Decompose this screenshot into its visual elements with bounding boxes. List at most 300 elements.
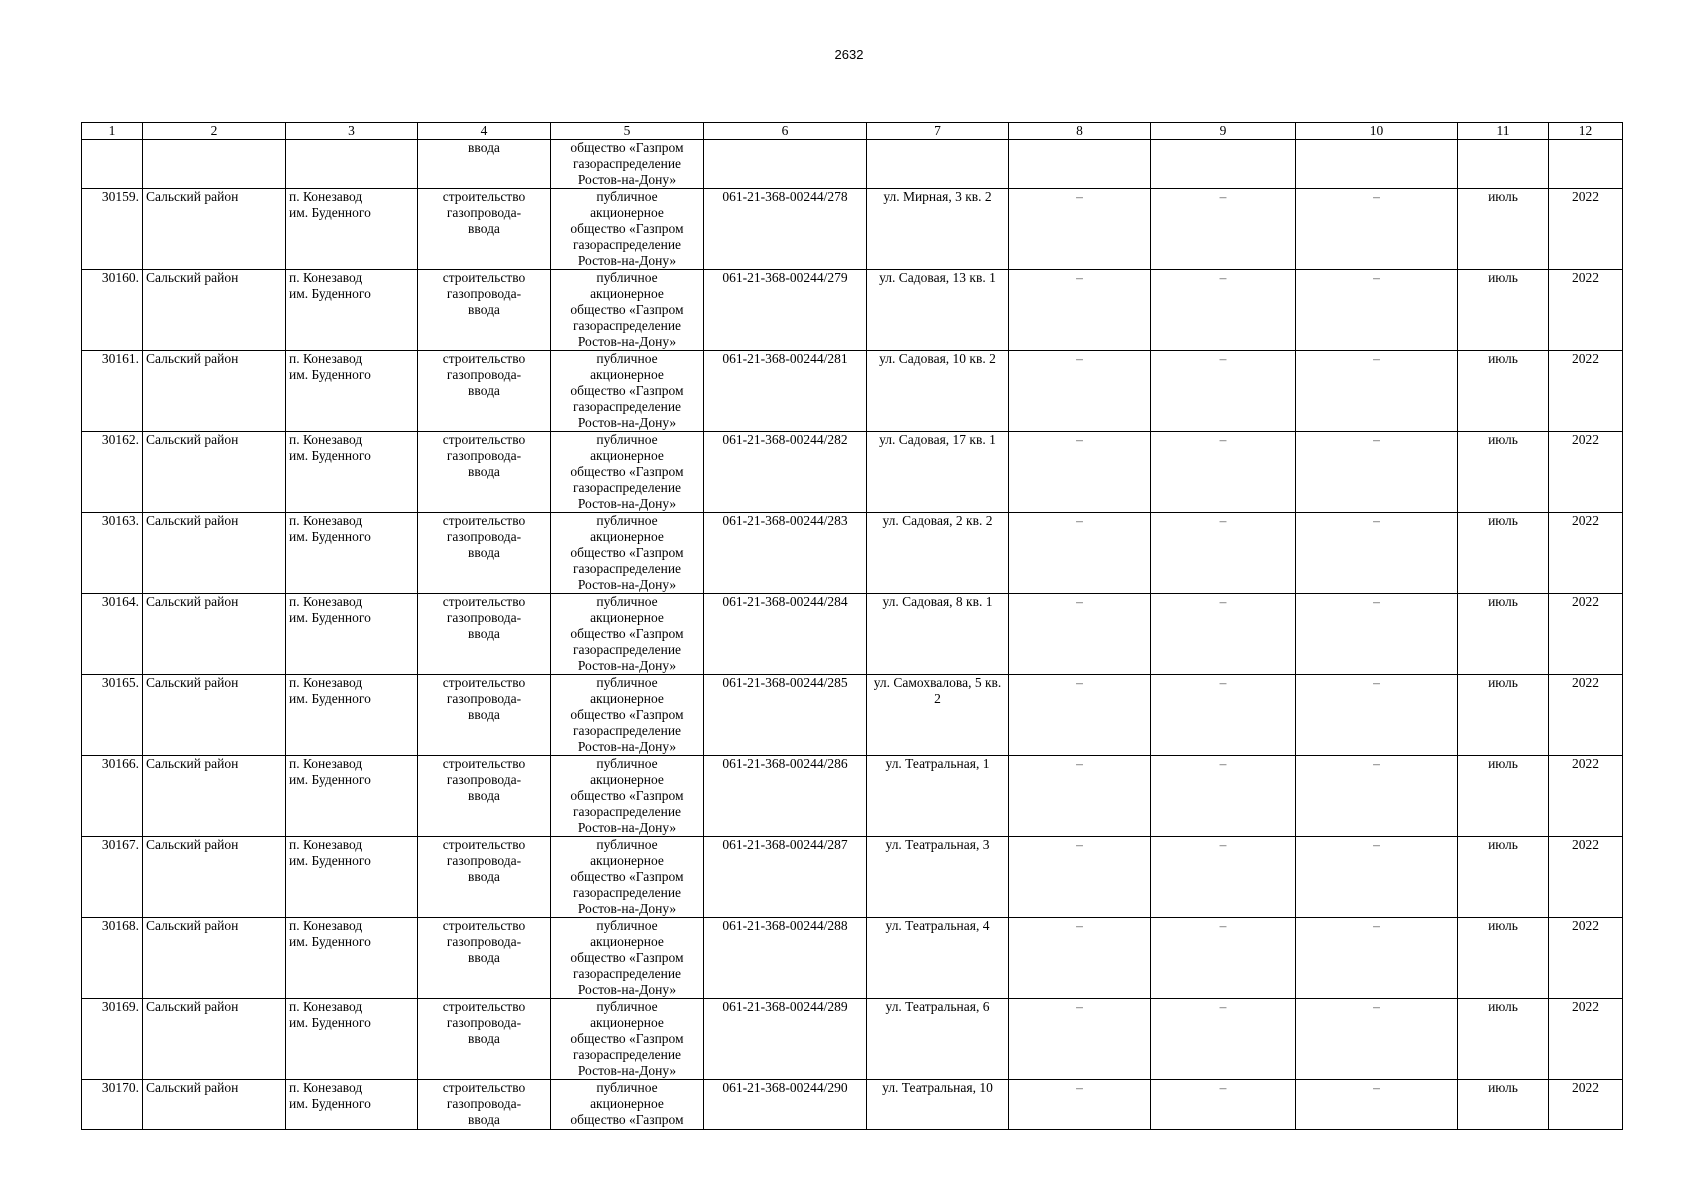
cell-work	[418, 675, 551, 756]
table-row	[82, 675, 1623, 756]
org-line: общество «Газпром	[570, 1112, 684, 1127]
org-line: общество «Газпром	[570, 464, 684, 479]
org-line: газораспределение	[572, 156, 682, 171]
table-row	[82, 999, 1623, 1080]
org-line: общество «Газпром	[570, 545, 684, 560]
org-line: общество «Газпром	[570, 950, 684, 965]
work-line: строительство	[442, 756, 526, 771]
cell-col10: –	[1296, 999, 1458, 1080]
column-header: 3	[286, 123, 418, 140]
org-line: акционерное	[590, 610, 664, 625]
column-header: 2	[143, 123, 286, 140]
work-line: газопровода-	[446, 448, 522, 463]
cell-empty	[286, 140, 418, 189]
cell-col8: –	[1009, 1080, 1151, 1130]
cell-empty	[82, 140, 143, 189]
cell-month: июль	[1458, 270, 1549, 351]
work-line: газопровода-	[446, 934, 522, 949]
work-line: газопровода-	[446, 853, 522, 868]
cell-code: 061-21-368-00244/283	[704, 513, 867, 594]
work-line: строительство	[442, 594, 526, 609]
table-row	[82, 270, 1623, 351]
work-line: ввода	[468, 950, 500, 965]
locality-line: им. Буденного	[289, 1015, 371, 1030]
org-line: газораспределение	[572, 399, 682, 414]
org-line: публичное	[596, 270, 658, 285]
cell-empty	[1151, 140, 1296, 189]
org-line: общество «Газпром	[570, 221, 684, 236]
cell-work	[418, 351, 551, 432]
page-number: 2632	[834, 47, 864, 62]
cell-number: 30162.	[82, 432, 143, 513]
cell-work	[418, 513, 551, 594]
table-row	[82, 594, 1623, 675]
work-line: газопровода-	[446, 1015, 522, 1030]
cell-district: Сальский район	[143, 675, 286, 756]
cell-district: Сальский район	[143, 918, 286, 999]
locality-line: п. Конезавод	[289, 189, 363, 204]
locality-line: им. Буденного	[289, 853, 371, 868]
org-line: публичное	[596, 432, 658, 447]
cell-district: Сальский район	[143, 594, 286, 675]
cell-code: 061-21-368-00244/278	[704, 189, 867, 270]
org-line: Ростов-на-Дону»	[577, 982, 677, 997]
cell-code: 061-21-368-00244/287	[704, 837, 867, 918]
cell-address: ул. Театральная, 3	[867, 837, 1009, 918]
cell-address: ул. Садовая, 2 кв. 2	[867, 513, 1009, 594]
cell-code: 061-21-368-00244/290	[704, 1080, 867, 1130]
locality-line: п. Конезавод	[289, 837, 363, 852]
cell-org	[551, 837, 704, 918]
cell-year: 2022	[1549, 432, 1623, 513]
cell-col9: –	[1151, 594, 1296, 675]
cell-locality	[286, 432, 418, 513]
cell-month: июль	[1458, 351, 1549, 432]
cell-col8: –	[1009, 837, 1151, 918]
cell-address: ул. Садовая, 17 кв. 1	[867, 432, 1009, 513]
cell-empty	[867, 140, 1009, 189]
cell-col10: –	[1296, 189, 1458, 270]
cell-number: 30163.	[82, 513, 143, 594]
org-line: акционерное	[590, 853, 664, 868]
work-line: строительство	[442, 675, 526, 690]
cell-col9: –	[1151, 837, 1296, 918]
org-line: Ростов-на-Дону»	[577, 658, 677, 673]
cell-col10: –	[1296, 432, 1458, 513]
org-line: публичное	[596, 756, 658, 771]
cell-col9: –	[1151, 351, 1296, 432]
work-line: ввода	[468, 545, 500, 560]
org-line: газораспределение	[572, 642, 682, 657]
continuation-row	[82, 140, 1623, 189]
cell-locality	[286, 189, 418, 270]
column-header: 1	[82, 123, 143, 140]
cell-work	[418, 432, 551, 513]
cell-district: Сальский район	[143, 756, 286, 837]
work-line: строительство	[442, 432, 526, 447]
cell-col9: –	[1151, 675, 1296, 756]
locality-line: п. Конезавод	[289, 756, 363, 771]
work-line: ввода	[468, 626, 500, 641]
cell-district: Сальский район	[143, 513, 286, 594]
work-line: газопровода-	[446, 205, 522, 220]
cell-locality	[286, 756, 418, 837]
cell-work	[418, 594, 551, 675]
org-line: Ростов-на-Дону»	[577, 496, 677, 511]
cell-org	[551, 270, 704, 351]
cell-locality	[286, 918, 418, 999]
header-row	[82, 123, 1623, 140]
locality-line: п. Конезавод	[289, 675, 363, 690]
cell-month: июль	[1458, 513, 1549, 594]
locality-line: п. Конезавод	[289, 1080, 363, 1095]
cell-address: ул. Театральная, 6	[867, 999, 1009, 1080]
org-line: публичное	[596, 1080, 658, 1095]
org-line: акционерное	[590, 1015, 664, 1030]
cell-org	[551, 999, 704, 1080]
cell-col9: –	[1151, 189, 1296, 270]
work-line: ввода	[468, 788, 500, 803]
org-line: Ростов-на-Дону»	[577, 577, 677, 592]
cell-col10: –	[1296, 837, 1458, 918]
cell-empty	[1458, 140, 1549, 189]
org-line: акционерное	[590, 934, 664, 949]
cell-col8: –	[1009, 918, 1151, 999]
org-line: общество «Газпром	[570, 707, 684, 722]
column-header: 11	[1458, 123, 1549, 140]
org-line: Ростов-на-Дону»	[577, 253, 677, 268]
org-line: публичное	[596, 999, 658, 1014]
locality-line: им. Буденного	[289, 610, 371, 625]
cell-col9: –	[1151, 432, 1296, 513]
cell-year: 2022	[1549, 1080, 1623, 1130]
org-line: акционерное	[590, 529, 664, 544]
cell-org	[551, 594, 704, 675]
cell-org	[551, 351, 704, 432]
cell-locality	[286, 837, 418, 918]
locality-line: им. Буденного	[289, 772, 371, 787]
work-line: ввода	[468, 1112, 500, 1127]
org-line: акционерное	[590, 286, 664, 301]
org-line: Ростов-на-Дону»	[577, 820, 677, 835]
cell-number: 30164.	[82, 594, 143, 675]
org-line: газораспределение	[572, 966, 682, 981]
work-line: ввода	[468, 464, 500, 479]
cell-district: Сальский район	[143, 351, 286, 432]
org-line: Ростов-на-Дону»	[577, 1063, 677, 1078]
org-line: газораспределение	[572, 561, 682, 576]
org-line: Ростов-на-Дону»	[577, 415, 677, 430]
cell-col9: –	[1151, 270, 1296, 351]
cell-col8: –	[1009, 594, 1151, 675]
cell-col10: –	[1296, 918, 1458, 999]
cell-number: 30169.	[82, 999, 143, 1080]
org-line: публичное	[596, 918, 658, 933]
cell-empty	[143, 140, 286, 189]
org-line: акционерное	[590, 1096, 664, 1111]
cell-code: 061-21-368-00244/279	[704, 270, 867, 351]
work-line: строительство	[442, 351, 526, 366]
cell-col10: –	[1296, 513, 1458, 594]
cell-district: Сальский район	[143, 432, 286, 513]
cell-empty	[1549, 140, 1623, 189]
org-line: публичное	[596, 189, 658, 204]
cell-work	[418, 918, 551, 999]
cell-work	[418, 999, 551, 1080]
cell-month: июль	[1458, 1080, 1549, 1130]
cell-org	[551, 513, 704, 594]
column-header: 8	[1009, 123, 1151, 140]
cell-col9: –	[1151, 756, 1296, 837]
cell-number: 30167.	[82, 837, 143, 918]
locality-line: п. Конезавод	[289, 999, 363, 1014]
cell-code: 061-21-368-00244/286	[704, 756, 867, 837]
cell-year: 2022	[1549, 675, 1623, 756]
org-line: газораспределение	[572, 480, 682, 495]
org-line: общество «Газпром	[570, 788, 684, 803]
cell-col10: –	[1296, 675, 1458, 756]
work-line: газопровода-	[446, 1096, 522, 1111]
cell-locality	[286, 270, 418, 351]
cell-year: 2022	[1549, 918, 1623, 999]
cell-number: 30166.	[82, 756, 143, 837]
cell-work-continued: ввода	[418, 140, 551, 189]
table-header	[82, 123, 1623, 140]
table-row	[82, 837, 1623, 918]
cell-org	[551, 675, 704, 756]
cell-month: июль	[1458, 999, 1549, 1080]
cell-work	[418, 189, 551, 270]
org-line: общество «Газпром	[570, 383, 684, 398]
table-row	[82, 189, 1623, 270]
cell-district: Сальский район	[143, 189, 286, 270]
column-header: 5	[551, 123, 704, 140]
cell-locality	[286, 513, 418, 594]
column-header: 12	[1549, 123, 1623, 140]
org-line: общество «Газпром	[570, 869, 684, 884]
locality-line: п. Конезавод	[289, 513, 363, 528]
work-line: газопровода-	[446, 610, 522, 625]
locality-line: им. Буденного	[289, 205, 371, 220]
cell-col8: –	[1009, 189, 1151, 270]
cell-empty	[1296, 140, 1458, 189]
org-line: публичное	[596, 837, 658, 852]
org-line: акционерное	[590, 367, 664, 382]
table-row	[82, 1080, 1623, 1130]
cell-org	[551, 756, 704, 837]
cell-number: 30168.	[82, 918, 143, 999]
work-line: строительство	[442, 270, 526, 285]
org-line: общество «Газпром	[570, 302, 684, 317]
locality-line: им. Буденного	[289, 448, 371, 463]
cell-number: 30165.	[82, 675, 143, 756]
cell-month: июль	[1458, 837, 1549, 918]
cell-number: 30159.	[82, 189, 143, 270]
cell-col8: –	[1009, 999, 1151, 1080]
cell-org	[551, 189, 704, 270]
work-line: газопровода-	[446, 529, 522, 544]
cell-col10: –	[1296, 756, 1458, 837]
work-line: строительство	[442, 918, 526, 933]
cell-year: 2022	[1549, 756, 1623, 837]
table-row	[82, 756, 1623, 837]
cell-col10: –	[1296, 594, 1458, 675]
cell-col8: –	[1009, 432, 1151, 513]
cell-locality	[286, 594, 418, 675]
cell-number: 30160.	[82, 270, 143, 351]
org-line: акционерное	[590, 448, 664, 463]
cell-year: 2022	[1549, 189, 1623, 270]
cell-col8: –	[1009, 756, 1151, 837]
cell-address: ул. Театральная, 10	[867, 1080, 1009, 1130]
cell-col8: –	[1009, 351, 1151, 432]
work-line: ввода	[468, 221, 500, 236]
cell-address: ул. Самохвалова, 5 кв. 2	[867, 675, 1009, 756]
locality-line: п. Конезавод	[289, 270, 363, 285]
cell-locality	[286, 999, 418, 1080]
work-line: ввода	[468, 707, 500, 722]
cell-month: июль	[1458, 756, 1549, 837]
column-header: 4	[418, 123, 551, 140]
cell-code: 061-21-368-00244/284	[704, 594, 867, 675]
cell-month: июль	[1458, 675, 1549, 756]
org-line: публичное	[596, 351, 658, 366]
cell-address: ул. Театральная, 4	[867, 918, 1009, 999]
cell-code: 061-21-368-00244/285	[704, 675, 867, 756]
work-line: строительство	[442, 1080, 526, 1095]
work-line: ввода	[468, 1031, 500, 1046]
cell-year: 2022	[1549, 513, 1623, 594]
registry-table	[81, 122, 1623, 1130]
cell-locality	[286, 351, 418, 432]
locality-line: им. Буденного	[289, 529, 371, 544]
work-line: газопровода-	[446, 772, 522, 787]
work-line: ввода	[468, 869, 500, 884]
cell-address: ул. Садовая, 8 кв. 1	[867, 594, 1009, 675]
locality-line: п. Конезавод	[289, 351, 363, 366]
locality-line: им. Буденного	[289, 367, 371, 382]
org-line: акционерное	[590, 205, 664, 220]
org-line: газораспределение	[572, 318, 682, 333]
work-line: газопровода-	[446, 286, 522, 301]
cell-district: Сальский район	[143, 837, 286, 918]
cell-work	[418, 270, 551, 351]
locality-line: им. Буденного	[289, 1096, 371, 1111]
column-header: 6	[704, 123, 867, 140]
org-line: публичное	[596, 594, 658, 609]
cell-year: 2022	[1549, 351, 1623, 432]
cell-col9: –	[1151, 1080, 1296, 1130]
table-row	[82, 432, 1623, 513]
cell-col10: –	[1296, 351, 1458, 432]
locality-line: им. Буденного	[289, 934, 371, 949]
cell-district: Сальский район	[143, 999, 286, 1080]
work-line: газопровода-	[446, 367, 522, 382]
cell-number: 30161.	[82, 351, 143, 432]
cell-year: 2022	[1549, 837, 1623, 918]
table-row	[82, 351, 1623, 432]
cell-work	[418, 756, 551, 837]
work-line: ввода	[468, 383, 500, 398]
org-line: акционерное	[590, 691, 664, 706]
column-header: 10	[1296, 123, 1458, 140]
cell-locality	[286, 1080, 418, 1130]
work-line: ввода	[468, 302, 500, 317]
cell-empty	[704, 140, 867, 189]
cell-col9: –	[1151, 918, 1296, 999]
cell-year: 2022	[1549, 594, 1623, 675]
cell-month: июль	[1458, 918, 1549, 999]
org-line: общество «Газпром	[570, 1031, 684, 1046]
cell-address: ул. Садовая, 10 кв. 2	[867, 351, 1009, 432]
work-line: строительство	[442, 189, 526, 204]
cell-work	[418, 1080, 551, 1130]
cell-code: 061-21-368-00244/281	[704, 351, 867, 432]
cell-locality	[286, 675, 418, 756]
cell-district: Сальский район	[143, 270, 286, 351]
work-line: строительство	[442, 513, 526, 528]
org-line: Ростов-на-Дону»	[577, 739, 677, 754]
org-line: газораспределение	[572, 723, 682, 738]
cell-work	[418, 837, 551, 918]
org-line: Ростов-на-Дону»	[577, 172, 677, 187]
locality-line: п. Конезавод	[289, 918, 363, 933]
cell-address: ул. Театральная, 1	[867, 756, 1009, 837]
table-body	[82, 140, 1623, 1130]
cell-code: 061-21-368-00244/282	[704, 432, 867, 513]
org-line: общество «Газпром	[570, 140, 684, 155]
cell-col8: –	[1009, 675, 1151, 756]
column-header: 7	[867, 123, 1009, 140]
cell-year: 2022	[1549, 270, 1623, 351]
locality-line: им. Буденного	[289, 691, 371, 706]
locality-line: п. Конезавод	[289, 594, 363, 609]
cell-code: 061-21-368-00244/288	[704, 918, 867, 999]
cell-month: июль	[1458, 189, 1549, 270]
cell-empty	[1009, 140, 1151, 189]
cell-district: Сальский район	[143, 1080, 286, 1130]
locality-line: им. Буденного	[289, 286, 371, 301]
cell-col10: –	[1296, 1080, 1458, 1130]
cell-number: 30170.	[82, 1080, 143, 1130]
work-line: газопровода-	[446, 691, 522, 706]
org-line: акционерное	[590, 772, 664, 787]
org-line: публичное	[596, 675, 658, 690]
org-line: публичное	[596, 513, 658, 528]
table-row	[82, 918, 1623, 999]
cell-org	[551, 918, 704, 999]
cell-month: июль	[1458, 432, 1549, 513]
cell-address: ул. Садовая, 13 кв. 1	[867, 270, 1009, 351]
cell-code: 061-21-368-00244/289	[704, 999, 867, 1080]
org-line: газораспределение	[572, 1047, 682, 1062]
org-line: Ростов-на-Дону»	[577, 901, 677, 916]
cell-month: июль	[1458, 594, 1549, 675]
cell-year: 2022	[1549, 999, 1623, 1080]
org-line: Ростов-на-Дону»	[577, 334, 677, 349]
column-header: 9	[1151, 123, 1296, 140]
org-line: газораспределение	[572, 885, 682, 900]
cell-col9: –	[1151, 999, 1296, 1080]
org-line: газораспределение	[572, 804, 682, 819]
table-row	[82, 513, 1623, 594]
org-line: общество «Газпром	[570, 626, 684, 641]
cell-org	[551, 432, 704, 513]
org-line: газораспределение	[572, 237, 682, 252]
work-line: строительство	[442, 837, 526, 852]
cell-col8: –	[1009, 270, 1151, 351]
cell-org	[551, 1080, 704, 1130]
